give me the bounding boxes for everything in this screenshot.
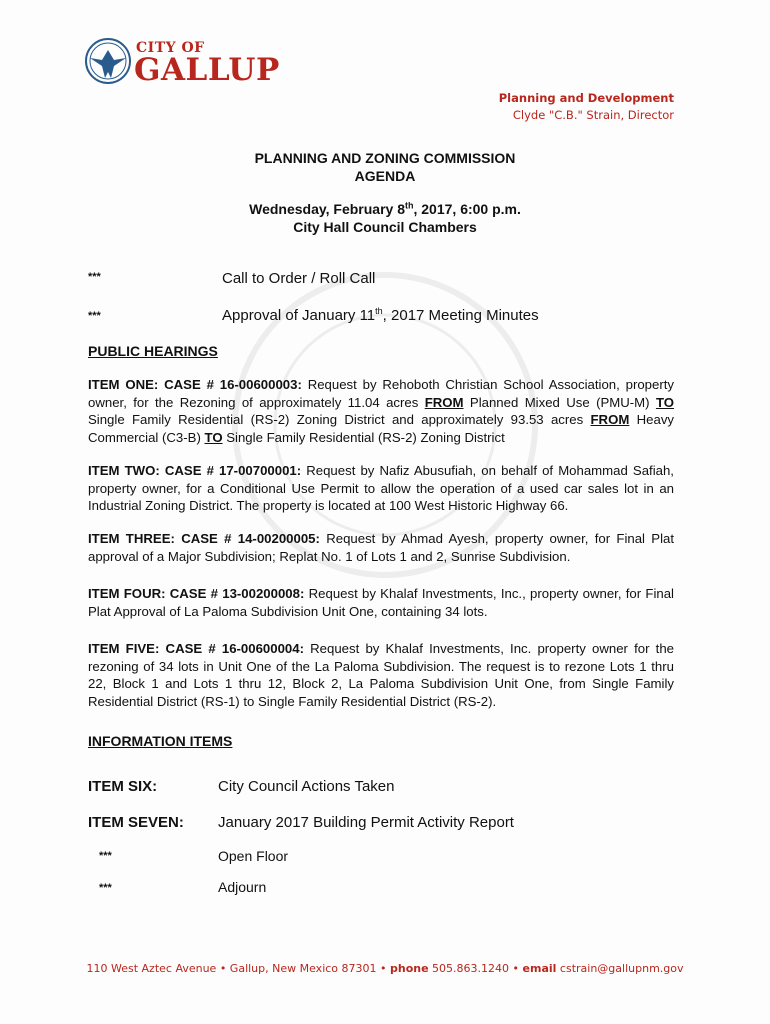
item-three: ITEM THREE: CASE # 14-00200005: Request by Ahmad Ayesh, property owner, for Final Plat approval of a Major Subdivision; Replat No. 1 of Lots 1 and 2, Sunrise Subdivision. — [88, 531, 675, 564]
meeting-location: City Hall Council Chambers — [293, 219, 477, 235]
information-items-heading: INFORMATION ITEMS — [88, 733, 233, 749]
thunderbird-emblem-icon — [84, 36, 132, 86]
department-name: Planning and Development — [498, 91, 674, 105]
minutes-marker: *** — [88, 310, 101, 322]
agenda-title: AGENDA — [354, 168, 416, 184]
logo-city-of: CITY OF — [136, 40, 205, 56]
opening-marker: *** — [88, 271, 101, 283]
item-five: ITEM FIVE: CASE # 16-00600004: Request by Khalaf Investments, Inc. property owner for the rezoning of 34 lots in Unit One of the La Paloma Subdivision. The request is to rezone Lots 1 thru 22, Block 1 and Lots 1 thru 12, Block 2, La Paloma Subdivision Unit One, from Single Family Residential District (RS-1) to Single Family Residential District (RS-2). — [88, 641, 674, 709]
city-logo — [84, 36, 304, 92]
adjourn: Adjourn — [218, 879, 267, 895]
item-seven-label: ITEM SEVEN: — [88, 814, 184, 831]
open-floor: Open Floor — [218, 848, 289, 864]
approval-of-minutes: Approval of January 11th, 2017 Meeting Minutes — [222, 306, 539, 324]
footer-contact: 110 West Aztec Avenue • Gallup, New Mexico 87301 • phone 505.863.1240 • email cstrain@gallupnm.gov — [86, 962, 684, 975]
logo-city-name: GALLUP — [134, 52, 280, 88]
item-six-label: ITEM SIX: — [88, 778, 158, 795]
item-four: ITEM FOUR: CASE # 13-00200008: Request by Khalaf Investments, Inc., property owner, for Final Plat Approval of La Paloma Subdivision Unit One, containing 34 lots. — [88, 586, 674, 619]
item-two: ITEM TWO: CASE # 17-00700001: Request by Nafiz Abusufiah, on behalf of Mohammad Safiah, property owner, for a Conditional Use Permit to allow the operation of a used car sales lot in an Industrial Zoning District. The property is located at 100 West Historic Highway 66. — [88, 463, 674, 513]
call-to-order: Call to Order / Roll Call — [222, 270, 376, 287]
meeting-date: Wednesday, February 8th, 2017, 6:00 p.m. — [249, 200, 521, 217]
item-one: ITEM ONE: CASE # 16-00600003: Request by Rehoboth Christian School Association, property owner, for the Rezoning of approximately 11.04 acres FROM Planned Mixed Use (PMU-M) TO Single Family Residential (RS-2) Zoning District and approximately 93.53 acres FROM Heavy Commercial (C3-B) TO Single Family Residential (RS-2) Zoning District — [88, 377, 675, 445]
commission-title: PLANNING AND ZONING COMMISSION — [254, 150, 516, 166]
public-hearings-heading: PUBLIC HEARINGS — [88, 343, 218, 359]
director-name: Clyde "C.B." Strain, Director — [512, 108, 674, 122]
item-seven-text: January 2017 Building Permit Activity Report — [218, 814, 514, 831]
department-block — [499, 90, 674, 124]
open-floor-marker: *** — [99, 850, 112, 862]
item-six-text: City Council Actions Taken — [218, 778, 395, 795]
adjourn-marker: *** — [99, 882, 112, 894]
